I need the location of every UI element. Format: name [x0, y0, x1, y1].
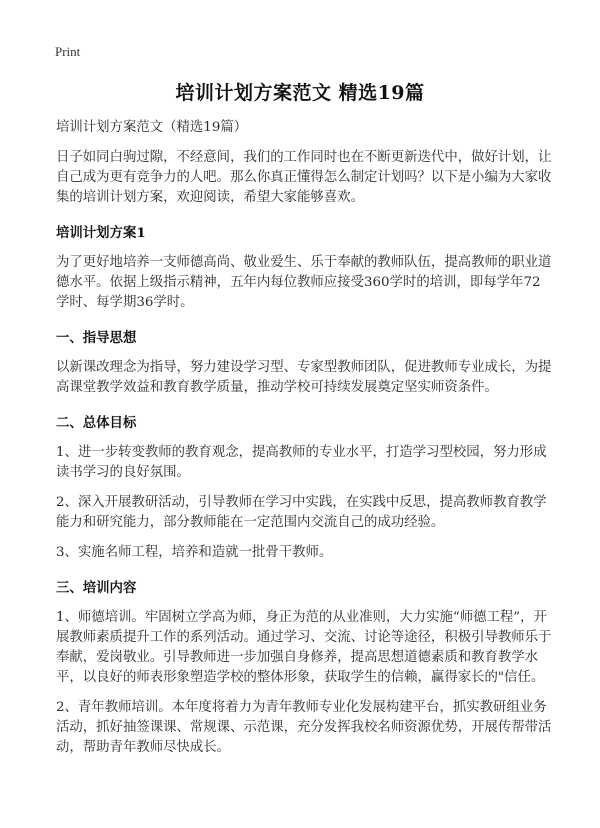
intro-paragraph: 日子如同白驹过隙，不经意间，我们的工作同时也在不断更新迭代中，做好计划，让自己成为更有竞争力的人吧。那么你真正懂得怎么制定计划吗？以下是小编为大家收集的培训计划方案，欢迎阅读，希望大家能够喜欢。 — [56, 150, 552, 205]
section3-item-1: 1、师德培训。牢固树立学高为师，身正为范的从业准则，大力实施“师德工程”，开展教师素质提升工作的系列活动。通过学习、交流、讨论等途径，积极引导教师乐于奉献，爱岗敬业。引导教师进一步加强自身修养，提高思想道德素质和教育教学水平，以良好的师表形象塑造学校的整体形象，获取学生的信赖，赢得家长的"信任。 — [56, 610, 552, 685]
section2-heading: 二、总体目标 — [56, 415, 137, 431]
section2-item-1: 1、进一步转变教师的教育观念，提高教师的专业水平，打造学习型校园，努力形成读书学习的良好氛围。 — [56, 445, 547, 480]
document-body — [56, 118, 552, 758]
section1-paragraph: 以新课改理念为指导，努力建设学习型、专家型教师团队，促进教师专业成长，为提高课堂教学效益和教育教学质量，推动学校可持续发展奠定坚实师资条件。 — [56, 360, 552, 395]
print-link[interactable]: Print — [55, 44, 81, 59]
section1-heading: 一、指导思想 — [56, 330, 137, 346]
section2-item-3: 3、实施名师工程，培养和造就一批骨干教师。 — [56, 545, 333, 560]
section3-heading: 三、培训内容 — [56, 580, 137, 596]
plan1-intro-paragraph: 为了更好地培养一支师德高尚、敬业爱生、乐于奉献的教师队伍，提高教师的职业道德水平。依据上级指示精神，五年内每位教师应接受360学时的培训，即每学年72学时、每学期36学时。 — [56, 255, 552, 310]
section3-item-2: 2、青年教师培训。本年度将着力为青年教师专业化发展构建平台，抓实教研组业务活动，抓好抽签课课、常规课、示范课，充分发挥我校名师资源优势，开展传帮带活动，帮助青年教师尽快成长。 — [56, 700, 552, 755]
section2-item-2: 2、深入开展教研活动，引导教师在学习中实践，在实践中反思，提高教师教育教学能力和研究能力，部分教师能在一定范围内交流自己的成功经验。 — [56, 495, 547, 530]
plan1-heading: 培训计划方案1 — [56, 225, 146, 241]
document-subtitle: 培训计划方案范文（精选19篇） — [56, 120, 248, 135]
document-title: 培训计划方案范文 精选19篇 — [175, 82, 425, 104]
